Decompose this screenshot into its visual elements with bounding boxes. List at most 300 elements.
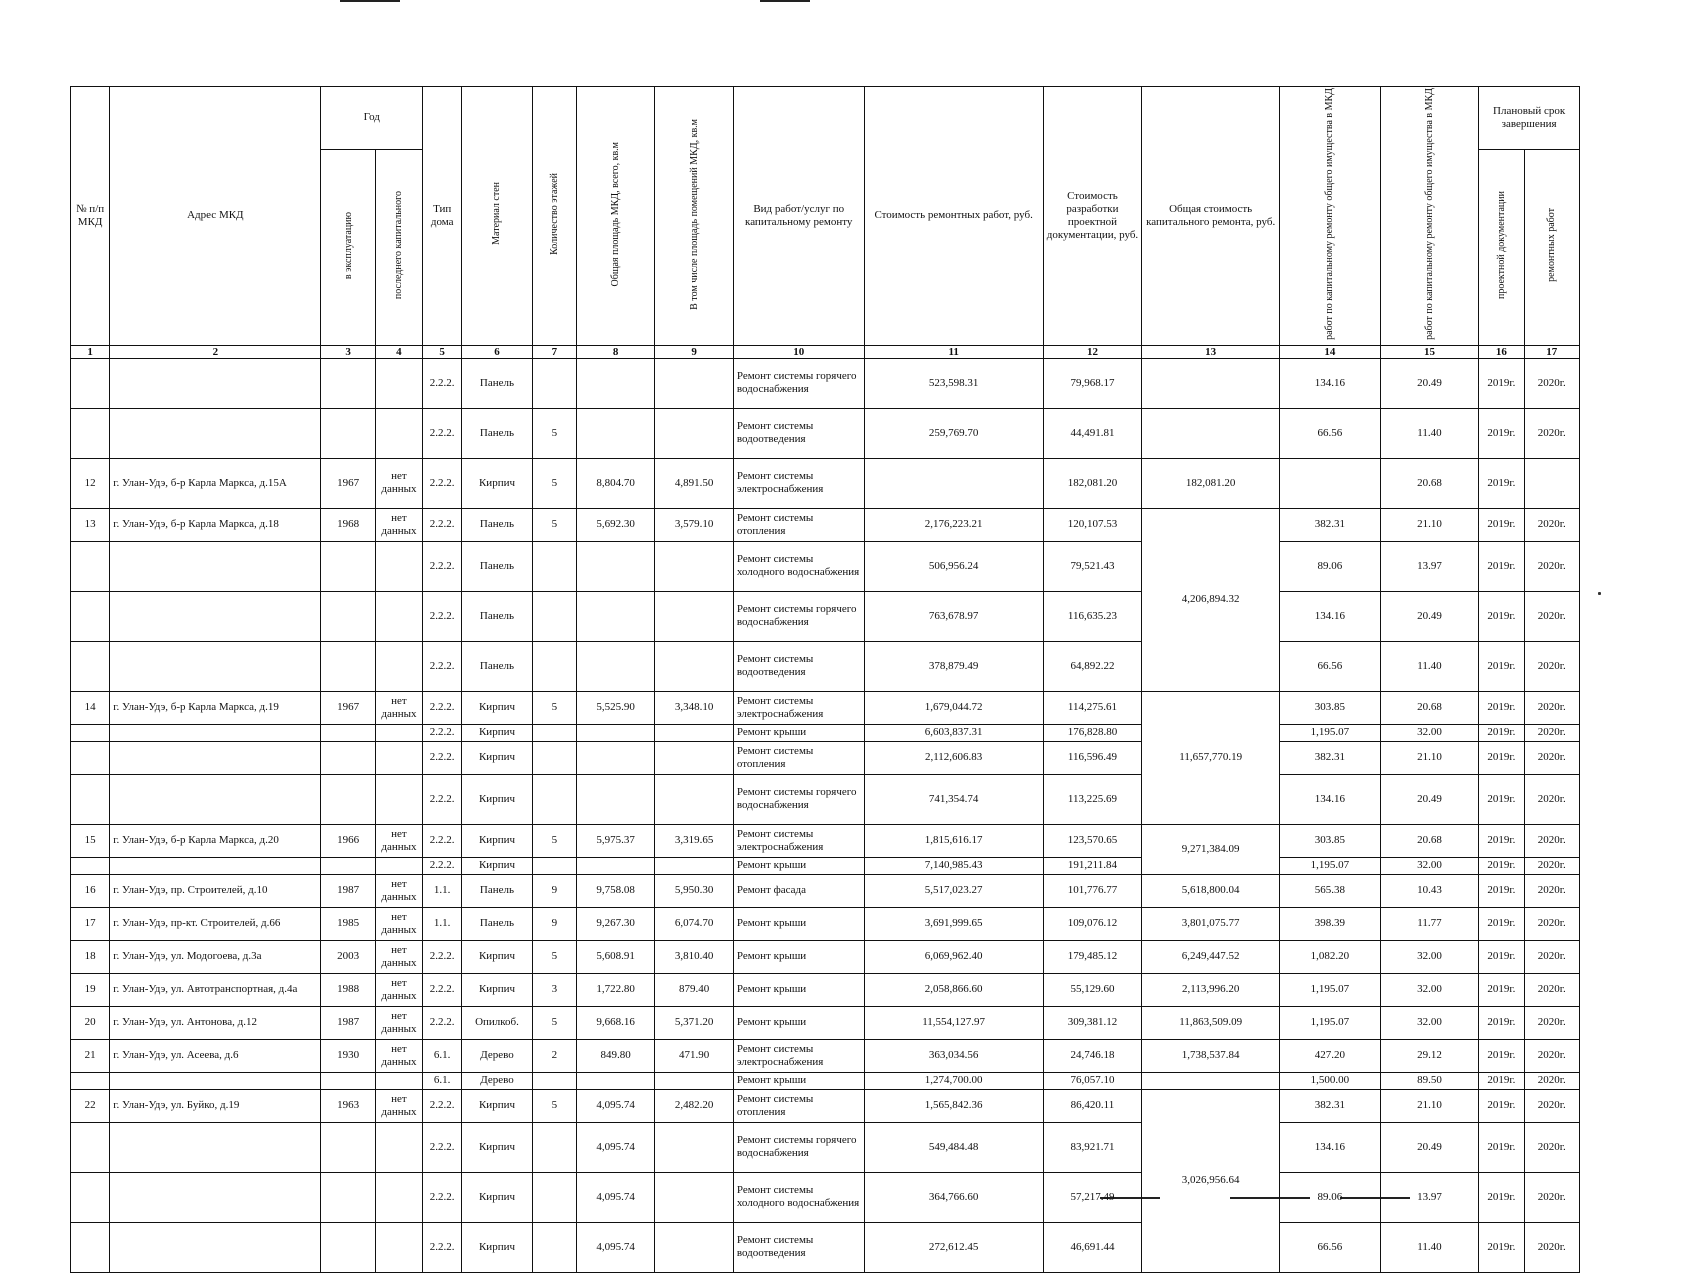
deadline-project-cell: 2019г. bbox=[1479, 408, 1524, 458]
total-area-cell: 5,608.91 bbox=[576, 940, 654, 973]
repair-cost-cell: 2,058,866.60 bbox=[864, 973, 1043, 1006]
year-last-repair-cell: нет данных bbox=[375, 1089, 422, 1122]
deadline-works-cell: 2020г. bbox=[1524, 824, 1580, 857]
unit-cost-work-cell: 398.39 bbox=[1280, 907, 1381, 940]
address-cell: г. Улан-Удэ, ул. Модогоева, д.3а bbox=[110, 940, 321, 973]
deadline-project-cell: 2019г. bbox=[1479, 1172, 1524, 1222]
address-cell bbox=[110, 358, 321, 408]
deadline-works-cell: 2020г. bbox=[1524, 1006, 1580, 1039]
premises-area-cell bbox=[655, 408, 733, 458]
unit-cost-work-cell: 1,500.00 bbox=[1280, 1072, 1381, 1089]
work-type-cell: Ремонт системы отопления bbox=[733, 741, 864, 774]
deadline-project-cell: 2019г. bbox=[1479, 741, 1524, 774]
total-cost-cell: 9,271,384.09 bbox=[1142, 824, 1280, 874]
year-last-repair-cell: нет данных bbox=[375, 940, 422, 973]
total-cost-cell: 6,249,447.52 bbox=[1142, 940, 1280, 973]
work-type-cell: Ремонт системы электроснабжения bbox=[733, 1039, 864, 1072]
unit-cost-work-cell: 1,195.07 bbox=[1280, 973, 1381, 1006]
floors-cell: 5 bbox=[532, 458, 576, 508]
total-cost-cell bbox=[1142, 408, 1280, 458]
project-cost-cell: 123,570.65 bbox=[1043, 824, 1142, 857]
total-cost-cell: 5,618,800.04 bbox=[1142, 874, 1280, 907]
wall-material-cell: Панель bbox=[462, 408, 532, 458]
wall-material-cell: Панель bbox=[462, 358, 532, 408]
total-cost-cell: 3,801,075.77 bbox=[1142, 907, 1280, 940]
total-area-cell bbox=[576, 591, 654, 641]
year-last-repair-cell bbox=[375, 358, 422, 408]
project-cost-cell: 109,076.12 bbox=[1043, 907, 1142, 940]
table-row bbox=[71, 358, 1580, 408]
row-number-cell bbox=[71, 1172, 110, 1222]
work-type-cell: Ремонт крыши bbox=[733, 973, 864, 1006]
house-type-cell: 2.2.2. bbox=[423, 724, 462, 741]
total-cost-cell: 4,206,894.32 bbox=[1142, 508, 1280, 691]
year-built-cell: 1963 bbox=[321, 1089, 375, 1122]
repair-cost-cell: 763,678.97 bbox=[864, 591, 1043, 641]
year-last-repair-cell: нет данных bbox=[375, 973, 422, 1006]
address-cell bbox=[110, 857, 321, 874]
unit-cost-project-cell: 20.68 bbox=[1380, 458, 1479, 508]
premises-area-cell: 6,074.70 bbox=[655, 907, 733, 940]
row-number-cell bbox=[71, 541, 110, 591]
address-cell bbox=[110, 1072, 321, 1089]
project-cost-cell: 101,776.77 bbox=[1043, 874, 1142, 907]
floors-cell: 5 bbox=[532, 408, 576, 458]
unit-cost-project-cell: 11.40 bbox=[1380, 641, 1479, 691]
work-type-cell: Ремонт системы отопления bbox=[733, 1089, 864, 1122]
address-cell: г. Улан-Удэ, ул. Буйко, д.19 bbox=[110, 1089, 321, 1122]
total-area-cell: 4,095.74 bbox=[576, 1172, 654, 1222]
deadline-project-cell: 2019г. bbox=[1479, 541, 1524, 591]
total-area-cell bbox=[576, 857, 654, 874]
house-type-cell: 2.2.2. bbox=[423, 458, 462, 508]
project-cost-cell: 191,211.84 bbox=[1043, 857, 1142, 874]
unit-cost-project-cell: 21.10 bbox=[1380, 508, 1479, 541]
repair-cost-cell: 506,956.24 bbox=[864, 541, 1043, 591]
table-row bbox=[71, 508, 1580, 541]
deadline-works-cell: 2020г. bbox=[1524, 691, 1580, 724]
project-cost-cell: 113,225.69 bbox=[1043, 774, 1142, 824]
total-cost-cell bbox=[1142, 1072, 1280, 1089]
work-type-cell: Ремонт системы горячего водоснабжения bbox=[733, 1122, 864, 1172]
floors-cell: 2 bbox=[532, 1039, 576, 1072]
table-row bbox=[71, 774, 1580, 824]
repair-cost-cell: 3,691,999.65 bbox=[864, 907, 1043, 940]
row-number-cell: 15 bbox=[71, 824, 110, 857]
repair-cost-cell: 378,879.49 bbox=[864, 641, 1043, 691]
year-last-repair-cell bbox=[375, 857, 422, 874]
house-type-cell: 2.2.2. bbox=[423, 691, 462, 724]
wall-material-cell: Кирпич bbox=[462, 1222, 532, 1272]
premises-area-cell: 471.90 bbox=[655, 1039, 733, 1072]
year-built-cell bbox=[321, 857, 375, 874]
deadline-works-cell: 2020г. bbox=[1524, 591, 1580, 641]
repair-cost-cell: 1,565,842.36 bbox=[864, 1089, 1043, 1122]
address-cell: г. Улан-Удэ, б-р Карла Маркса, д.18 bbox=[110, 508, 321, 541]
repair-cost-cell: 7,140,985.43 bbox=[864, 857, 1043, 874]
column-index: 12 bbox=[1043, 345, 1142, 358]
work-type-cell: Ремонт фасада bbox=[733, 874, 864, 907]
year-built-cell bbox=[321, 724, 375, 741]
table-row bbox=[71, 1222, 1580, 1272]
unit-cost-project-cell: 13.97 bbox=[1380, 541, 1479, 591]
year-last-repair-cell bbox=[375, 541, 422, 591]
work-type-cell: Ремонт крыши bbox=[733, 724, 864, 741]
repair-cost-cell: 6,069,962.40 bbox=[864, 940, 1043, 973]
table-row bbox=[71, 940, 1580, 973]
header-year: Год bbox=[321, 87, 423, 150]
table-row bbox=[71, 1072, 1580, 1089]
table-row bbox=[71, 641, 1580, 691]
row-number-cell bbox=[71, 408, 110, 458]
work-type-cell: Ремонт крыши bbox=[733, 857, 864, 874]
scan-artifact bbox=[340, 0, 400, 2]
unit-cost-project-cell: 32.00 bbox=[1380, 857, 1479, 874]
year-built-cell bbox=[321, 1072, 375, 1089]
header-repair-cost: Стоимость ремонтных работ, руб. bbox=[864, 87, 1043, 346]
repair-cost-cell: 2,112,606.83 bbox=[864, 741, 1043, 774]
unit-cost-project-cell: 21.10 bbox=[1380, 1089, 1479, 1122]
work-type-cell: Ремонт системы водоотведения bbox=[733, 641, 864, 691]
table-row bbox=[71, 591, 1580, 641]
deadline-project-cell: 2019г. bbox=[1479, 358, 1524, 408]
total-area-cell bbox=[576, 1072, 654, 1089]
unit-cost-work-cell: 1,195.07 bbox=[1280, 1006, 1381, 1039]
wall-material-cell: Панель bbox=[462, 641, 532, 691]
floors-cell bbox=[532, 857, 576, 874]
unit-cost-project-cell: 11.40 bbox=[1380, 408, 1479, 458]
unit-cost-project-cell: 29.12 bbox=[1380, 1039, 1479, 1072]
floors-cell bbox=[532, 591, 576, 641]
total-cost-cell: 11,657,770.19 bbox=[1142, 691, 1280, 824]
table-row bbox=[71, 1172, 1580, 1222]
wall-material-cell: Панель bbox=[462, 591, 532, 641]
table-row bbox=[71, 973, 1580, 1006]
address-cell bbox=[110, 541, 321, 591]
premises-area-cell: 5,950.30 bbox=[655, 874, 733, 907]
premises-area-cell: 3,810.40 bbox=[655, 940, 733, 973]
deadline-works-cell: 2020г. bbox=[1524, 541, 1580, 591]
unit-cost-project-cell: 13.97 bbox=[1380, 1172, 1479, 1222]
row-number-cell bbox=[71, 774, 110, 824]
address-cell bbox=[110, 1172, 321, 1222]
house-type-cell: 2.2.2. bbox=[423, 774, 462, 824]
year-built-cell: 1967 bbox=[321, 458, 375, 508]
premises-area-cell: 2,482.20 bbox=[655, 1089, 733, 1122]
deadline-works-cell: 2020г. bbox=[1524, 973, 1580, 1006]
column-index: 8 bbox=[576, 345, 654, 358]
year-last-repair-cell bbox=[375, 641, 422, 691]
total-area-cell: 4,095.74 bbox=[576, 1222, 654, 1272]
column-index: 14 bbox=[1280, 345, 1381, 358]
unit-cost-project-cell: 11.77 bbox=[1380, 907, 1479, 940]
floors-cell bbox=[532, 1122, 576, 1172]
deadline-works-cell: 2020г. bbox=[1524, 508, 1580, 541]
total-area-cell bbox=[576, 541, 654, 591]
work-type-cell: Ремонт системы холодного водоснабжения bbox=[733, 1172, 864, 1222]
column-index: 6 bbox=[462, 345, 532, 358]
table-row bbox=[71, 1089, 1580, 1122]
total-area-cell bbox=[576, 741, 654, 774]
floors-cell bbox=[532, 1222, 576, 1272]
deadline-works-cell: 2020г. bbox=[1524, 358, 1580, 408]
year-last-repair-cell: нет данных bbox=[375, 907, 422, 940]
total-area-cell: 4,095.74 bbox=[576, 1089, 654, 1122]
house-type-cell: 2.2.2. bbox=[423, 641, 462, 691]
year-built-cell: 1930 bbox=[321, 1039, 375, 1072]
repair-cost-cell: 2,176,223.21 bbox=[864, 508, 1043, 541]
unit-cost-work-cell: 427.20 bbox=[1280, 1039, 1381, 1072]
deadline-project-cell: 2019г. bbox=[1479, 458, 1524, 508]
premises-area-cell: 3,319.65 bbox=[655, 824, 733, 857]
floors-cell bbox=[532, 641, 576, 691]
total-area-cell: 5,692.30 bbox=[576, 508, 654, 541]
row-number-cell: 16 bbox=[71, 874, 110, 907]
row-number-cell bbox=[71, 857, 110, 874]
scan-artifact bbox=[760, 0, 810, 2]
unit-cost-work-cell: 134.16 bbox=[1280, 358, 1381, 408]
deadline-project-cell: 2019г. bbox=[1479, 1222, 1524, 1272]
header-year-commissioning: в эксплуатацию bbox=[321, 149, 375, 345]
header-house-type: Тип дома bbox=[423, 87, 462, 346]
row-number-cell: 14 bbox=[71, 691, 110, 724]
repair-cost-cell: 523,598.31 bbox=[864, 358, 1043, 408]
column-index: 16 bbox=[1479, 345, 1524, 358]
house-type-cell: 2.2.2. bbox=[423, 1122, 462, 1172]
address-cell: г. Улан-Удэ, пр-кт. Строителей, д.66 bbox=[110, 907, 321, 940]
year-last-repair-cell bbox=[375, 408, 422, 458]
deadline-works-cell: 2020г. bbox=[1524, 1072, 1580, 1089]
floors-cell: 5 bbox=[532, 691, 576, 724]
unit-cost-work-cell: 303.85 bbox=[1280, 824, 1381, 857]
deadline-project-cell: 2019г. bbox=[1479, 1006, 1524, 1039]
project-cost-cell: 57,217.49 bbox=[1043, 1172, 1142, 1222]
deadline-works-cell: 2020г. bbox=[1524, 1122, 1580, 1172]
wall-material-cell: Панель bbox=[462, 874, 532, 907]
row-number-cell bbox=[71, 591, 110, 641]
project-cost-cell: 79,521.43 bbox=[1043, 541, 1142, 591]
project-cost-cell: 179,485.12 bbox=[1043, 940, 1142, 973]
repair-cost-cell: 259,769.70 bbox=[864, 408, 1043, 458]
wall-material-cell: Кирпич bbox=[462, 940, 532, 973]
year-built-cell: 1966 bbox=[321, 824, 375, 857]
deadline-works-cell: 2020г. bbox=[1524, 1089, 1580, 1122]
year-built-cell bbox=[321, 774, 375, 824]
row-number-cell: 20 bbox=[71, 1006, 110, 1039]
total-area-cell bbox=[576, 408, 654, 458]
work-type-cell: Ремонт системы горячего водоснабжения bbox=[733, 591, 864, 641]
house-type-cell: 2.2.2. bbox=[423, 591, 462, 641]
premises-area-cell: 5,371.20 bbox=[655, 1006, 733, 1039]
project-cost-cell: 46,691.44 bbox=[1043, 1222, 1142, 1272]
project-cost-cell: 55,129.60 bbox=[1043, 973, 1142, 1006]
deadline-project-cell: 2019г. bbox=[1479, 724, 1524, 741]
row-number-cell bbox=[71, 1072, 110, 1089]
header-deadline-project: проектной документации bbox=[1479, 149, 1524, 345]
project-cost-cell: 116,635.23 bbox=[1043, 591, 1142, 641]
premises-area-cell bbox=[655, 741, 733, 774]
deadline-project-cell: 2019г. bbox=[1479, 1072, 1524, 1089]
total-cost-cell: 11,863,509.09 bbox=[1142, 1006, 1280, 1039]
deadline-project-cell: 2019г. bbox=[1479, 1039, 1524, 1072]
deadline-works-cell: 2020г. bbox=[1524, 641, 1580, 691]
year-last-repair-cell bbox=[375, 1172, 422, 1222]
row-number-cell bbox=[71, 741, 110, 774]
house-type-cell: 6.1. bbox=[423, 1039, 462, 1072]
house-type-cell: 1.1. bbox=[423, 907, 462, 940]
address-cell bbox=[110, 1122, 321, 1172]
floors-cell: 3 bbox=[532, 973, 576, 1006]
total-area-cell: 5,975.37 bbox=[576, 824, 654, 857]
floors-cell: 5 bbox=[532, 824, 576, 857]
row-number-cell bbox=[71, 1122, 110, 1172]
table-row bbox=[71, 458, 1580, 508]
unit-cost-project-cell: 20.68 bbox=[1380, 824, 1479, 857]
repair-cost-cell: 11,554,127.97 bbox=[864, 1006, 1043, 1039]
wall-material-cell: Дерево bbox=[462, 1072, 532, 1089]
unit-cost-work-cell: 66.56 bbox=[1280, 641, 1381, 691]
year-last-repair-cell: нет данных bbox=[375, 508, 422, 541]
unit-cost-project-cell: 21.10 bbox=[1380, 741, 1479, 774]
premises-area-cell: 4,891.50 bbox=[655, 458, 733, 508]
house-type-cell: 1.1. bbox=[423, 874, 462, 907]
deadline-project-cell: 2019г. bbox=[1479, 1089, 1524, 1122]
premises-area-cell: 879.40 bbox=[655, 973, 733, 1006]
floors-cell bbox=[532, 1172, 576, 1222]
repair-cost-cell: 272,612.45 bbox=[864, 1222, 1043, 1272]
header-year-last-repair: последнего капитального bbox=[375, 149, 422, 345]
project-cost-cell: 309,381.12 bbox=[1043, 1006, 1142, 1039]
address-cell: г. Улан-Удэ, б-р Карла Маркса, д.15А bbox=[110, 458, 321, 508]
unit-cost-work-cell: 66.56 bbox=[1280, 408, 1381, 458]
deadline-project-cell: 2019г. bbox=[1479, 1122, 1524, 1172]
row-number-cell: 18 bbox=[71, 940, 110, 973]
total-area-cell bbox=[576, 641, 654, 691]
header-unit-cost-project: работ по капитальному ремонту общего имущества в МКД bbox=[1380, 87, 1479, 346]
project-cost-cell: 116,596.49 bbox=[1043, 741, 1142, 774]
project-cost-cell: 182,081.20 bbox=[1043, 458, 1142, 508]
unit-cost-project-cell: 11.40 bbox=[1380, 1222, 1479, 1272]
total-area-cell: 4,095.74 bbox=[576, 1122, 654, 1172]
deadline-project-cell: 2019г. bbox=[1479, 973, 1524, 1006]
deadline-works-cell: 2020г. bbox=[1524, 874, 1580, 907]
unit-cost-work-cell: 382.31 bbox=[1280, 1089, 1381, 1122]
column-index: 3 bbox=[321, 345, 375, 358]
total-area-cell: 1,722.80 bbox=[576, 973, 654, 1006]
address-cell: г. Улан-Удэ, б-р Карла Маркса, д.20 bbox=[110, 824, 321, 857]
wall-material-cell: Кирпич bbox=[462, 1122, 532, 1172]
table-row bbox=[71, 408, 1580, 458]
wall-material-cell: Кирпич bbox=[462, 1172, 532, 1222]
address-cell bbox=[110, 774, 321, 824]
header-premises-area: В том числе площадь помещений МКД, кв.м bbox=[655, 87, 733, 346]
table-row bbox=[71, 691, 1580, 724]
work-type-cell: Ремонт системы электроснабжения bbox=[733, 824, 864, 857]
work-type-cell: Ремонт крыши bbox=[733, 940, 864, 973]
unit-cost-project-cell: 32.00 bbox=[1380, 724, 1479, 741]
work-type-cell: Ремонт системы электроснабжения bbox=[733, 691, 864, 724]
deadline-works-cell: 2020г. bbox=[1524, 1172, 1580, 1222]
work-type-cell: Ремонт крыши bbox=[733, 1006, 864, 1039]
year-built-cell: 1987 bbox=[321, 874, 375, 907]
house-type-cell: 2.2.2. bbox=[423, 741, 462, 774]
column-index: 2 bbox=[110, 345, 321, 358]
year-last-repair-cell bbox=[375, 1122, 422, 1172]
wall-material-cell: Опилкоб. bbox=[462, 1006, 532, 1039]
row-number-cell: 12 bbox=[71, 458, 110, 508]
header-total-cost: Общая стоимость капитального ремонта, руб. bbox=[1142, 87, 1280, 346]
year-built-cell: 1987 bbox=[321, 1006, 375, 1039]
work-type-cell: Ремонт системы водоотведения bbox=[733, 1222, 864, 1272]
total-area-cell: 5,525.90 bbox=[576, 691, 654, 724]
row-number-cell: 22 bbox=[71, 1089, 110, 1122]
table-row bbox=[71, 741, 1580, 774]
premises-area-cell bbox=[655, 1172, 733, 1222]
premises-area-cell bbox=[655, 857, 733, 874]
row-number-cell bbox=[71, 358, 110, 408]
year-last-repair-cell bbox=[375, 724, 422, 741]
unit-cost-work-cell: 89.06 bbox=[1280, 1172, 1381, 1222]
year-built-cell: 1985 bbox=[321, 907, 375, 940]
year-built-cell: 1967 bbox=[321, 691, 375, 724]
deadline-works-cell: 2020г. bbox=[1524, 1222, 1580, 1272]
total-area-cell: 9,668.16 bbox=[576, 1006, 654, 1039]
work-type-cell: Ремонт крыши bbox=[733, 1072, 864, 1089]
year-built-cell bbox=[321, 591, 375, 641]
wall-material-cell: Кирпич bbox=[462, 741, 532, 774]
year-last-repair-cell bbox=[375, 1222, 422, 1272]
house-type-cell: 2.2.2. bbox=[423, 508, 462, 541]
repair-cost-cell: 363,034.56 bbox=[864, 1039, 1043, 1072]
house-type-cell: 2.2.2. bbox=[423, 541, 462, 591]
unit-cost-project-cell: 32.00 bbox=[1380, 940, 1479, 973]
repair-cost-cell: 364,766.60 bbox=[864, 1172, 1043, 1222]
unit-cost-work-cell: 66.56 bbox=[1280, 1222, 1381, 1272]
total-area-cell: 9,758.08 bbox=[576, 874, 654, 907]
table-row bbox=[71, 1006, 1580, 1039]
year-last-repair-cell bbox=[375, 1072, 422, 1089]
table-row bbox=[71, 1039, 1580, 1072]
address-cell bbox=[110, 591, 321, 641]
total-area-cell: 8,804.70 bbox=[576, 458, 654, 508]
capital-repair-table bbox=[70, 86, 1580, 1273]
wall-material-cell: Дерево bbox=[462, 1039, 532, 1072]
house-type-cell: 2.2.2. bbox=[423, 1222, 462, 1272]
deadline-works-cell: 2020г. bbox=[1524, 940, 1580, 973]
house-type-cell: 2.2.2. bbox=[423, 358, 462, 408]
address-cell: г. Улан-Удэ, ул. Асеева, д.6 bbox=[110, 1039, 321, 1072]
floors-cell: 5 bbox=[532, 1089, 576, 1122]
premises-area-cell bbox=[655, 641, 733, 691]
deadline-works-cell: 2020г. bbox=[1524, 857, 1580, 874]
unit-cost-work-cell: 134.16 bbox=[1280, 1122, 1381, 1172]
year-last-repair-cell: нет данных bbox=[375, 874, 422, 907]
premises-area-cell bbox=[655, 774, 733, 824]
premises-area-cell: 3,579.10 bbox=[655, 508, 733, 541]
deadline-project-cell: 2019г. bbox=[1479, 940, 1524, 973]
premises-area-cell bbox=[655, 1222, 733, 1272]
column-index-row bbox=[71, 345, 1580, 358]
total-area-cell: 849.80 bbox=[576, 1039, 654, 1072]
row-number-cell: 17 bbox=[71, 907, 110, 940]
premises-area-cell bbox=[655, 724, 733, 741]
header-planned-deadline: Плановый срок завершения bbox=[1479, 87, 1580, 150]
repair-cost-cell bbox=[864, 458, 1043, 508]
project-cost-cell: 64,892.22 bbox=[1043, 641, 1142, 691]
project-cost-cell: 76,057.10 bbox=[1043, 1072, 1142, 1089]
repair-cost-cell: 549,484.48 bbox=[864, 1122, 1043, 1172]
deadline-project-cell: 2019г. bbox=[1479, 824, 1524, 857]
